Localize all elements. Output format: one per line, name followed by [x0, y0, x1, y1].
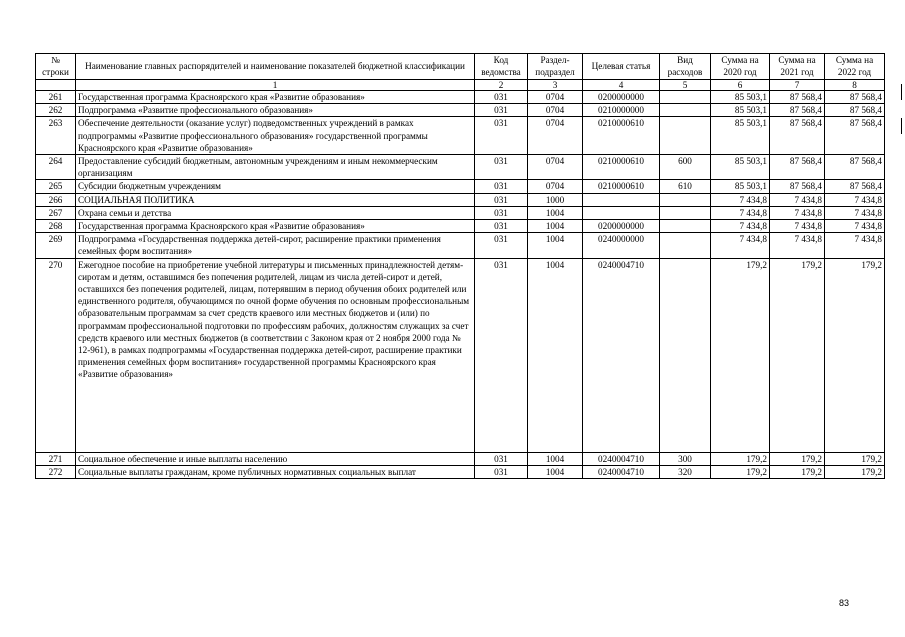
header-dept: Код ведомства	[475, 54, 528, 80]
row-dept: 031	[475, 155, 528, 180]
row-exp-type	[660, 258, 711, 452]
row-sum-2020: 7 434,8	[711, 206, 770, 219]
row-sum-2021: 179,2	[770, 465, 825, 478]
row-sum-2022: 87 568,4	[825, 91, 885, 104]
row-target: 0240004710	[583, 452, 660, 465]
row-exp-type	[660, 220, 711, 233]
column-number: 2	[475, 80, 528, 91]
row-name: СОЦИАЛЬНАЯ ПОЛИТИКА	[76, 193, 475, 206]
row-exp-type: 600	[660, 155, 711, 180]
row-name: Подпрограмма «Государственная поддержка детей-сирот, расширение практики применения семейных форм воспитания»	[76, 233, 475, 258]
row-name: Социальное обеспечение и иные выплаты населению	[76, 452, 475, 465]
row-target: 0210000610	[583, 180, 660, 193]
row-sum-2021: 87 568,4	[770, 180, 825, 193]
row-number: 266	[36, 193, 76, 206]
row-dept: 031	[475, 258, 528, 452]
row-exp-type	[660, 206, 711, 219]
row-sum-2022: 7 434,8	[825, 220, 885, 233]
row-sum-2020: 7 434,8	[711, 193, 770, 206]
row-name: Подпрограмма «Развитие профессионального образования»	[76, 104, 475, 117]
row-target	[583, 206, 660, 219]
row-sum-2022: 87 568,4	[825, 180, 885, 193]
row-sum-2021: 87 568,4	[770, 117, 825, 155]
row-section: 0704	[528, 104, 583, 117]
row-dept: 031	[475, 465, 528, 478]
row-section: 1004	[528, 233, 583, 258]
row-target: 0200000000	[583, 91, 660, 104]
table-row	[36, 233, 885, 258]
row-sum-2022: 87 568,4	[825, 155, 885, 180]
row-target: 0240004710	[583, 465, 660, 478]
row-sum-2020: 85 503,1	[711, 180, 770, 193]
header-name: Наименование главных распорядителей и наименование показателей бюджетной классификации	[76, 54, 475, 80]
row-sum-2021: 87 568,4	[770, 91, 825, 104]
row-sum-2022: 179,2	[825, 465, 885, 478]
row-sum-2020: 85 503,1	[711, 155, 770, 180]
table-row	[36, 91, 885, 104]
row-section: 1004	[528, 206, 583, 219]
row-dept: 031	[475, 180, 528, 193]
column-number: 5	[660, 80, 711, 91]
row-sum-2022: 7 434,8	[825, 193, 885, 206]
table-row	[36, 206, 885, 219]
row-sum-2020: 85 503,1	[711, 117, 770, 155]
table-row	[36, 117, 885, 155]
row-target: 0240004710	[583, 258, 660, 452]
row-sum-2021: 87 568,4	[770, 155, 825, 180]
row-number: 269	[36, 233, 76, 258]
row-section: 1004	[528, 452, 583, 465]
row-sum-2021: 7 434,8	[770, 193, 825, 206]
row-exp-type: 320	[660, 465, 711, 478]
row-number: 271	[36, 452, 76, 465]
row-section: 0704	[528, 117, 583, 155]
row-sum-2020: 179,2	[711, 258, 770, 452]
row-dept: 031	[475, 233, 528, 258]
header-row	[36, 54, 885, 80]
header-section: Раздел-подраздел	[528, 54, 583, 80]
row-number: 272	[36, 465, 76, 478]
row-sum-2022: 179,2	[825, 258, 885, 452]
row-sum-2020: 7 434,8	[711, 233, 770, 258]
row-section: 0704	[528, 91, 583, 104]
row-name: Субсидии бюджетным учреждениям	[76, 180, 475, 193]
row-sum-2022: 7 434,8	[825, 206, 885, 219]
header-sum-2021: Сумма на 2021 год	[770, 54, 825, 80]
row-sum-2021: 179,2	[770, 258, 825, 452]
row-number: 264	[36, 155, 76, 180]
header-exp-type: Вид расходов	[660, 54, 711, 80]
row-sum-2021: 87 568,4	[770, 104, 825, 117]
row-sum-2021: 179,2	[770, 452, 825, 465]
table-row	[36, 220, 885, 233]
row-name: Обеспечение деятельности (оказание услуг) подведомственных учреждений в рамках подпрограммы «Развитие профессионального образования» государственной программы Красноярского края «Развитие образования»	[76, 117, 475, 155]
column-number: 4	[583, 80, 660, 91]
row-target: 0240000000	[583, 233, 660, 258]
header-target: Целевая статья	[583, 54, 660, 80]
row-sum-2021: 7 434,8	[770, 206, 825, 219]
row-name: Государственная программа Красноярского края «Развитие образования»	[76, 91, 475, 104]
row-exp-type: 610	[660, 180, 711, 193]
row-target: 0210000610	[583, 117, 660, 155]
row-name: Охрана семьи и детства	[76, 206, 475, 219]
row-sum-2022: 87 568,4	[825, 117, 885, 155]
table-row	[36, 465, 885, 478]
column-number	[36, 80, 76, 91]
row-dept: 031	[475, 104, 528, 117]
row-section: 1000	[528, 193, 583, 206]
row-dept: 031	[475, 91, 528, 104]
row-name: Предоставление субсидий бюджетным, автономным учреждениям и иным некоммерческим организациям	[76, 155, 475, 180]
row-number: 270	[36, 258, 76, 452]
row-dept: 031	[475, 220, 528, 233]
row-section: 1004	[528, 465, 583, 478]
row-exp-type	[660, 117, 711, 155]
row-section: 0704	[528, 155, 583, 180]
row-number: 268	[36, 220, 76, 233]
table-row	[36, 180, 885, 193]
table-row	[36, 104, 885, 117]
header-row-no: № строки	[36, 54, 76, 80]
row-sum-2022: 179,2	[825, 452, 885, 465]
row-target: 0210000000	[583, 104, 660, 117]
row-target: 0210000610	[583, 155, 660, 180]
row-target	[583, 193, 660, 206]
table-row	[36, 193, 885, 206]
row-exp-type	[660, 91, 711, 104]
row-exp-type	[660, 233, 711, 258]
row-target: 0200000000	[583, 220, 660, 233]
row-name: Социальные выплаты гражданам, кроме публичных нормативных социальных выплат	[76, 465, 475, 478]
column-number: 1	[76, 80, 475, 91]
row-sum-2021: 7 434,8	[770, 233, 825, 258]
row-name: Ежегодное пособие на приобретение учебной литературы и письменных принадлежностей детям-сиротам и детям, оставшимся без попечения родителей, лицам из числа детей-сирот и детей, оставшихся без попечения родителей, лицам, потерявшим в период обучения обоих родителей или единственного родителя, обучающимся по очной форме обучения по основным профессиональным образовательным программам за счет средств краевого или местных бюджетов и (или) по программам профессиональной подготовки по профессиям рабочих, должностям служащих за счет средств краевого или местных бюджетов (в соответствии с Законом края от 2 ноября 2000 года № 12-961), в рамках подпрограммы «Государственная поддержка детей-сирот, расширение практики применения семейных форм воспитания» государственной программы Красноярского края «Развитие образования»	[76, 258, 475, 452]
row-name: Государственная программа Красноярского края «Развитие образования»	[76, 220, 475, 233]
row-number: 267	[36, 206, 76, 219]
row-sum-2021: 7 434,8	[770, 220, 825, 233]
table-row	[36, 258, 885, 452]
row-number: 265	[36, 180, 76, 193]
column-number: 8	[825, 80, 885, 91]
row-section: 1004	[528, 258, 583, 452]
row-sum-2020: 85 503,1	[711, 91, 770, 104]
table-body	[36, 91, 885, 479]
table-row	[36, 155, 885, 180]
row-section: 1004	[528, 220, 583, 233]
header-sum-2020: Сумма на 2020 год	[711, 54, 770, 80]
column-number-row	[36, 80, 885, 91]
row-exp-type	[660, 193, 711, 206]
row-sum-2020: 179,2	[711, 465, 770, 478]
row-dept: 031	[475, 193, 528, 206]
header-sum-2022: Сумма на 2022 год	[825, 54, 885, 80]
row-sum-2020: 85 503,1	[711, 104, 770, 117]
row-dept: 031	[475, 452, 528, 465]
row-exp-type: 300	[660, 452, 711, 465]
row-dept: 031	[475, 117, 528, 155]
row-sum-2020: 7 434,8	[711, 220, 770, 233]
row-number: 262	[36, 104, 76, 117]
row-exp-type	[660, 104, 711, 117]
page-number: 83	[839, 598, 850, 608]
row-number: 261	[36, 91, 76, 104]
table-row	[36, 452, 885, 465]
row-sum-2022: 7 434,8	[825, 233, 885, 258]
budget-table	[35, 53, 885, 479]
edge-mark	[901, 118, 902, 134]
column-number: 6	[711, 80, 770, 91]
row-sum-2020: 179,2	[711, 452, 770, 465]
row-number: 263	[36, 117, 76, 155]
row-sum-2022: 87 568,4	[825, 104, 885, 117]
column-number: 3	[528, 80, 583, 91]
row-dept: 031	[475, 206, 528, 219]
edge-mark	[901, 84, 902, 100]
row-section: 0704	[528, 180, 583, 193]
column-number: 7	[770, 80, 825, 91]
